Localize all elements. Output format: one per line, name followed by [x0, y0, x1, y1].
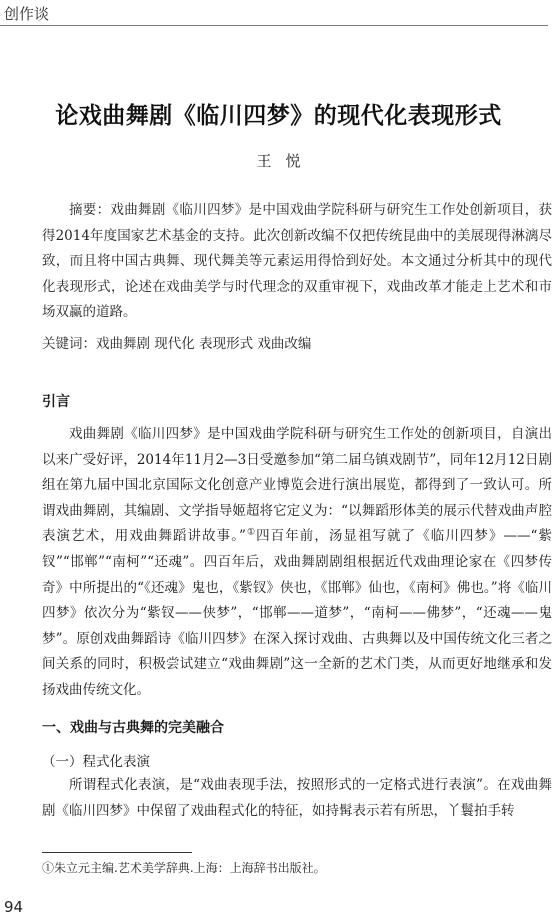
intro-text-2: 四百年前，汤显祖写就了《临川四梦》——“紫钗”“邯郸”“南柯”“还魂”。四百年后，戏曲舞剧剧组根据近代戏曲理论家在《四梦传奇》中所提出的“《还魂》鬼也，《紫钗》侠也，《邯郸》仙也，《南柯》佛也。”将《临川四梦》依次分为“紫钗——侠梦”，“邯郸——道梦”，“南柯——佛梦”，“还魂——鬼梦”。原创戏曲舞蹈诗《临川四梦》在深入探讨戏曲、古典舞以及中国传统文化三者之间关系的同时，积极尝试建立“戏曲舞剧”这一全新的艺术门类，从而更好地继承和发扬戏曲传统文化。: [42, 528, 552, 698]
keywords: [42, 333, 552, 355]
intro-text-1: 戏曲舞剧《临川四梦》是中国戏曲学院科研与研究生工作处的创新项目，自演出以来广受好评，2014年11月2—3日受邀参加“第二届乌镇戏剧节”，同年12月12日剧组在第九届中国北京国际文化创意产业博览会进行演出展览，都得到了一致认可。所谓戏曲舞剧，其编剧、文学指导姬超将它定义为：“以舞蹈形体美的展示代替戏曲声腔表演艺术，用戏曲舞蹈讲故事。”: [42, 426, 552, 545]
abstract-text: 摘要：戏曲舞剧《临川四梦》是中国戏曲学院科研与研究生工作处创新项目，获得2014年度国家艺术基金的支持。此次创新改编不仅把传统昆曲中的美展现得淋漓尽致，而且将中国古典舞、现代舞美等元素运用得恰到好处。本文通过分析其中的现代化表现形式，论述在戏曲美学与时代理念的双重审视下，戏曲改革才能走上艺术和市场双赢的道路。: [42, 202, 552, 320]
section-heading: 一、戏曲与古典舞的完美融合: [42, 720, 224, 736]
footnote-marker: ①: [245, 527, 257, 538]
header-divider: [0, 25, 548, 26]
intro-body: [42, 422, 552, 704]
intro-paragraph: [42, 422, 552, 704]
page-number: 94: [4, 898, 24, 916]
article-author: 王悦: [256, 152, 315, 170]
subsection-heading: （一）程式化表演: [42, 754, 150, 770]
section-paragraph: 所谓程式化表演，是“戏曲表现手法，按照形式的一定格式进行表演”。在戏曲舞剧《临川四梦》中保留了戏曲程式化的特征，如持髯表示若有所思，丫鬟拍手转: [42, 777, 552, 819]
intro-heading: 引言: [42, 394, 70, 410]
page-header: [0, 0, 557, 30]
section-body: [42, 773, 552, 824]
section-label: 创作谈: [4, 5, 50, 23]
keywords-text: 关键词：戏曲舞剧 现代化 表现形式 戏曲改编: [42, 336, 312, 352]
abstract: [42, 198, 552, 326]
footnote: ①朱立元主编.艺术美学辞典.上海：上海辞书出版社。: [42, 861, 326, 875]
article-title: 论戏曲舞剧《临川四梦》的现代化表现形式: [55, 103, 502, 129]
footnote-divider: [42, 852, 192, 853]
